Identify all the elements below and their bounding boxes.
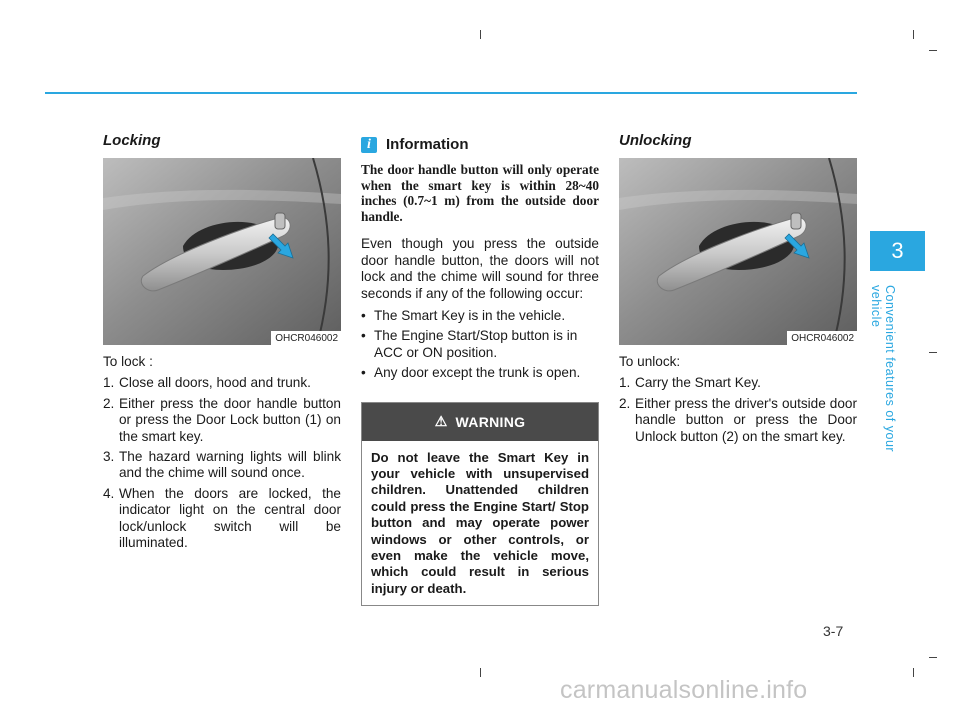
bullet-text: The Engine Start/Stop button is in ACC or ON position.	[374, 328, 578, 360]
list-item	[361, 308, 599, 324]
image-code: OHCR046002	[787, 331, 857, 345]
step-number: 2.	[619, 395, 631, 411]
info-icon: i	[361, 137, 377, 153]
info-paragraph: Even though you press the outside door handle button, the doors will not lock and the chime will sound for three seconds if any of the following occur:	[361, 236, 599, 301]
page-number: 3-7	[823, 623, 844, 639]
watermark: carmanualsonline.info	[560, 676, 808, 704]
unlock-steps	[619, 375, 857, 445]
warning-header	[362, 403, 598, 441]
step-number: 1.	[103, 375, 115, 391]
list-item	[103, 396, 341, 445]
step-text: The hazard warning lights will blink and the chime will sound once.	[119, 449, 341, 481]
locking-column	[103, 118, 341, 555]
step-text: Close all doors, hood and trunk.	[119, 375, 311, 391]
list-item	[103, 486, 341, 552]
bullet: •	[361, 365, 366, 381]
door-handle-photo	[619, 158, 857, 345]
list-item	[103, 449, 341, 482]
step-number: 1.	[619, 375, 631, 391]
step-number: 2.	[103, 395, 115, 411]
warning-text: Do not leave the Smart Key in your vehicle with unsupervised children. Unattended children could press the Engine Start/ Stop button and may operate power windows or other controls, or even make the vehicle move, which could result in serious injury or death.	[371, 449, 589, 596]
crop-mark	[929, 657, 937, 658]
list-item	[619, 375, 857, 391]
crop-mark	[913, 30, 914, 39]
chapter-title: Convenient features of your vehicle	[869, 285, 897, 453]
list-item	[619, 396, 857, 445]
step-text: Either press the driver's outside door handle button or press the Door Unlock button (2) on the smart key.	[635, 395, 857, 444]
warning-box	[361, 402, 599, 607]
lock-steps	[103, 375, 341, 551]
warning-triangle-icon: ⚠	[434, 413, 448, 430]
step-text: Carry the Smart Key.	[635, 375, 761, 391]
info-range-note: The door handle button will only operate when the smart key is within 28~40 inches (0.7~1 m) from the outside door handle.	[361, 162, 599, 224]
door-handle-photo	[103, 158, 341, 345]
bullet: •	[361, 308, 366, 323]
unlocking-heading: Unlocking	[619, 132, 692, 149]
information-column	[361, 118, 599, 606]
step-text: Either press the door handle button or press the Door Lock button (1) on the smart key.	[119, 395, 341, 444]
step-text: When the doors are locked, the indicator light on the central door lock/unlock switch will be illuminated.	[119, 485, 341, 551]
list-item	[361, 328, 599, 361]
locking-heading: Locking	[103, 132, 161, 149]
list-item	[103, 375, 341, 391]
unlock-intro: To unlock:	[619, 354, 681, 369]
list-item	[361, 365, 599, 381]
bullet-text: The Smart Key is in the vehicle.	[374, 308, 566, 323]
unlocking-column	[619, 118, 857, 449]
bullet-text: Any door except the trunk is open.	[374, 365, 581, 381]
info-header	[361, 136, 599, 153]
image-code: OHCR046002	[271, 331, 341, 345]
crop-mark	[480, 668, 481, 677]
step-number: 4.	[103, 485, 115, 501]
crop-mark	[913, 668, 914, 677]
header-rule	[45, 92, 857, 94]
warning-title: WARNING	[455, 413, 526, 430]
crop-mark	[480, 30, 481, 39]
crop-mark	[929, 50, 937, 51]
bullet: •	[361, 328, 366, 344]
info-bullets	[361, 308, 599, 382]
lock-intro: To lock :	[103, 354, 153, 369]
crop-mark	[929, 352, 937, 353]
step-number: 3.	[103, 449, 115, 465]
info-title: Information	[386, 136, 469, 153]
chapter-number-tab: 3	[870, 231, 925, 271]
